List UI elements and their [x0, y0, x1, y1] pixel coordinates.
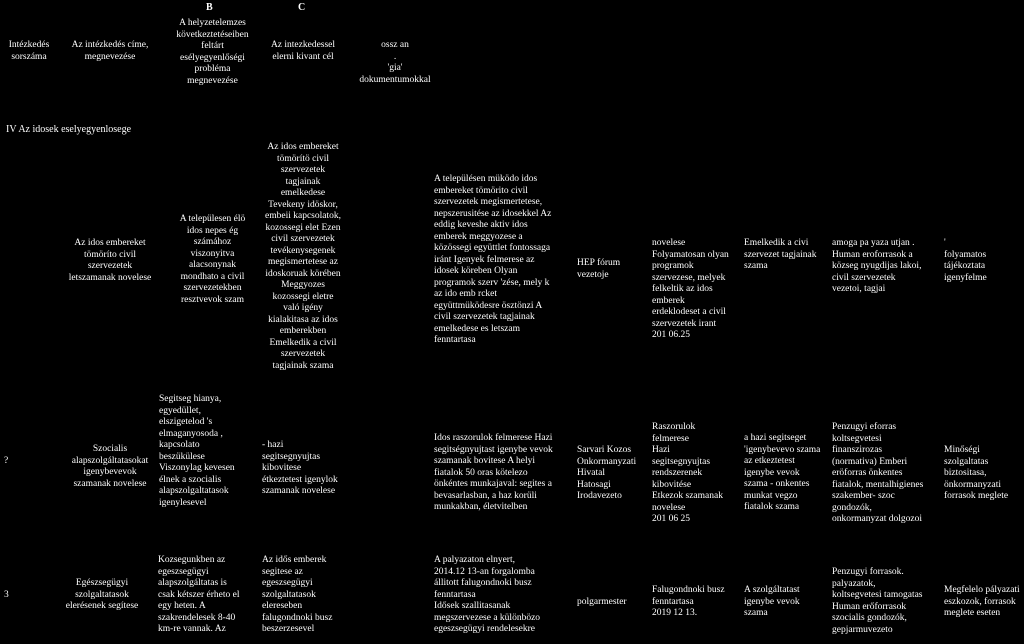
row-2-problem: Segitseg hianya, egyedüllet, elszigetelod 's elmaganyosoda , kapcsolato beszükülese Viszonylag kevesen élnek a szocialis alapszolgaltatasok igenylesevel — [159, 394, 235, 508]
header-col-cel: Az intezkedessel elerni kivant cél — [270, 40, 336, 62]
row-2-results: Raszorulok felmerese Hazi segitsegnyujtas rendszerenek kibovitése Etkezok szamanak novelese 201 06 25 — [652, 422, 723, 524]
column-letter-c: C — [298, 2, 306, 13]
row-2-goal: - hazi segitsegnyujtas kibovitese étkeztetest igenylok szamanak novelese — [262, 440, 338, 496]
row-3-resources: Penzugyi forrasok. palyazatok, koltsegvetesi tamogatas Human erőforrasok szocialis gondozók, gepjarmuvezeto — [832, 567, 923, 635]
header-col-dokumentumok: ossz an . 'gia' dokumentumokkal — [359, 40, 431, 85]
row-3-content: A palyazaton elnyert, 2014.12 13-an forgalomba állitott falugondnoki busz fenntartasa Idősek szallitasanak megszervezese a különbözo egeszsegügyi rendelesekre — [434, 555, 541, 634]
header-col-cim: Az intézkedés címe, megnevezése — [71, 40, 149, 62]
row-3-number: 3 — [4, 590, 9, 600]
row-1-resources: amoga pa yaza utjan . Human eroforrasok a közseg nyugdijas lakoi, civil szervezetek vezetoi, tagjai — [832, 238, 922, 294]
row-3-sustain: Megfelelo pályazati eszkozok, forrasok meglete eseten — [944, 585, 1020, 618]
row-2-indicators: a hazi segitseget 'igenybevevo szama az etkeztetest igenybe vevok szama - onkentes munkat vegzo fiatalok szama — [744, 433, 821, 512]
row-1-sustain: ' folyamatos tájékoztata igenyfelme — [944, 238, 987, 283]
row-2-resources: Penzugyi eforras koltsegvetesi finanszirozas (normativa) Emberi eröforras önkentes fiatalok, mentalhigienes szakember- szoc gondozók, onkormanyzat dolgozoi — [832, 422, 924, 524]
row-2-sustain: Minőségi szolgaltatas biztositasa, önkormanyzati forrasok meglete — [944, 445, 1009, 501]
row-1-content: A településen müködo idos embereket tömörito civil szervezetek megismertetese, nepszerusitése az idosekkel Az eddig keveshe aktiv idos emberek meggyozese a közössegi együttlet fontossaga iránt Igenyek felmerese az idosek köreben Olyan programok szerv 'zése, mely k az ido emb rcket együttmüködesre ösztönzi A civil szervezetek tagjainak emelkedese es letszam fenntartasa — [434, 174, 552, 345]
row-1-results: novelese Folyamatosan olyan programok szervezese, melyek felkeltik az idos emberek erdeklodeset a civil szervezetek irant 201 06.25 — [652, 238, 729, 340]
row-2-content: Idos raszorulok felmerese Hazi segitségnyujtast igenybe vevok szamanak bovitese A helyi fiatalok 50 oras kötelezo önkéntes munkajaval: segites a bevasarlasban, a haz korüli munkakban, életvitelben — [434, 433, 553, 512]
section-title: IV Az idosek eselyegyenlosege — [6, 124, 132, 135]
header-col-problema: A helyzetelemzes következtetéseiben feltárt esélyegyenlőségi probléma megnevezése — [176, 18, 249, 86]
row-3-owner: polgarmester — [577, 597, 627, 607]
row-3-title: Egészsegügyi szolgaltatasok elerésenek segítese — [65, 578, 139, 611]
row-2-title: Szocialis alapszolgáltatasokat igenybevevok szamanak novelese — [71, 444, 149, 489]
row-3-goal: Az idős emberek segitese az egeszsegügyi szolgaltatasok elereseben falugondnoki busz beszerzesevel — [262, 555, 333, 634]
row-1-owner: HEP fórum vezetoje — [577, 258, 621, 280]
row-2-number: ? — [4, 456, 9, 466]
row-2-owner: Sarvari Kozos Onkormanyzati Hivatal Hatosagi Irodavezeto — [577, 445, 637, 501]
row-3-results: Falugondnoki busz fenntartasa 2019 12 13. — [652, 585, 725, 618]
row-1-title: Az idos embereket tömöríto civil szervezetek letszamanak novelese — [68, 238, 152, 283]
row-1-goal: Az idos embereket tömörítö civil szervezetek tagjainak emelkedese Tevekeny idöskor, embeii kapcsolatok, kozossegi elet Ezen civil szervezetek tevékenysegenek megismertetese az idoskoruak körében Meggyozes kozossegi eletre való igény kialakitasa az idos emberekben Emelkedik a civil szervezetek tagjainak szama — [265, 142, 341, 371]
column-letter-b: B — [206, 2, 213, 13]
header-col-sorszam: Intézkedés sorszáma — [8, 40, 50, 62]
row-3-problem: Kozsegunkben az egeszsegügyi alapszolgáltatas is csak kétszer érheto el egy heten. A szakrendelesek 8-40 km-re vannak. Az — [158, 555, 240, 634]
row-1-indicators: Emelkedik a civi szervezet tagjainak szama — [744, 238, 817, 271]
row-1-problem: A települesen élö idos nepes ég számához viszonyitva alacsonynak mondhato a civil szervezetekben resztvevok szam — [179, 214, 246, 305]
row-3-indicators: A szolgáltatast igenybe vevok szama — [744, 585, 800, 618]
